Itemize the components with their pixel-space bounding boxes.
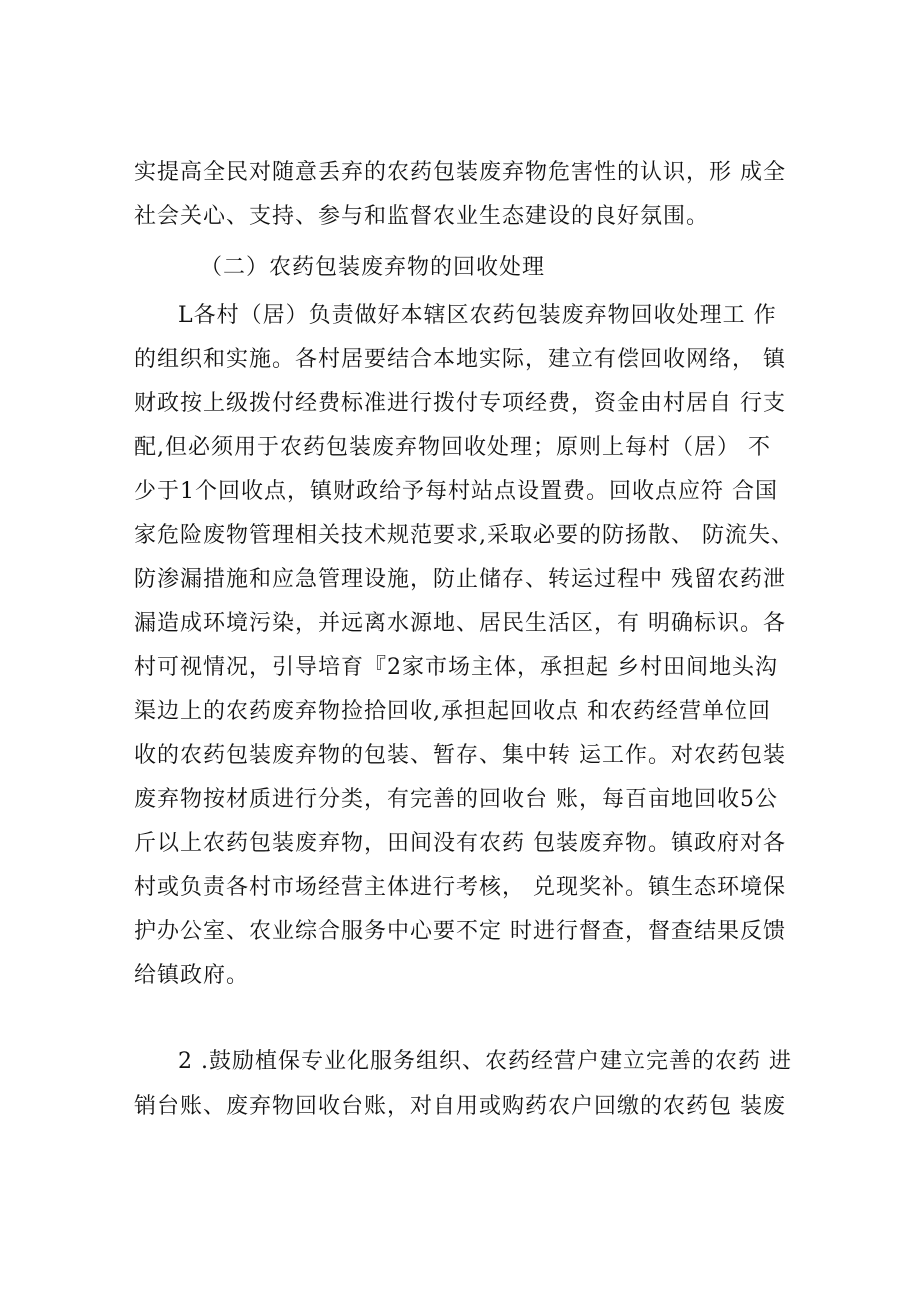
paragraph-line: 配,但必须用于农药包装废弃物回收处理；原则上每村（居） 不 xyxy=(134,435,771,460)
paragraph-line: 给镇政府。 xyxy=(134,963,250,988)
paragraph-line: 财政按上级拨付经费标准进行拨付专项经费，资金由村居自 行支 xyxy=(134,391,786,416)
paragraph-line: 渠边上的农药废弃物捡拾回收,承担起回收点 和农药经营单位回 xyxy=(134,699,771,724)
paragraph-line: 防渗漏措施和应急管理设施，防止储存、转运过程中 残留农药泄 xyxy=(134,567,786,592)
paragraph-line: 家危险废物管理相关技术规范要求,采取必要的防扬散、 防流失、 xyxy=(134,523,794,548)
paragraph-line: 2 .鼓励植保专业化服务组织、农药经营户建立完善的农药 进 xyxy=(178,1049,792,1074)
paragraph-line: 漏造成环境污染，并远离水源地、居民生活区，有 明确标识。各 xyxy=(134,611,786,636)
paragraph-line: 斤以上农药包装废弃物，田间没有农药 包装废弃物。镇政府对各 xyxy=(134,831,786,856)
paragraph-line: 的组织和实施。各村居要结合本地实际，建立有偿回收网络， 镇 xyxy=(134,347,786,372)
section-heading: （二）农药包装废弃物的回收处理 xyxy=(200,255,546,280)
paragraph-line: 护办公室、农业综合服务中心要不定 时进行督查，督查结果反馈 xyxy=(134,919,786,944)
paragraph-line: 少于1个回收点，镇财政给予每村站点设置费。回收点应符 合国 xyxy=(134,479,778,504)
paragraph-line: 销台账、废弃物回收台账，对自用或购药农户回缴的农药包 装废 xyxy=(134,1094,786,1119)
paragraph-line: L各村（居）负责做好本辖区农药包装废弃物回收处理工 作 xyxy=(178,303,777,328)
paragraph-line: 村可视情况，引导培育『2家市场主体，承担起 乡村田间地头沟 xyxy=(134,655,778,680)
paragraph-line: 实提高全民对随意丢弃的农药包装废弃物危害性的认识，形 成全 xyxy=(134,160,786,185)
paragraph-line: 社会关心、支持、参与和监督农业生态建设的良好氛围。 xyxy=(134,204,710,229)
paragraph-line: 废弃物按材质进行分类，有完善的回收台 账，每百亩地回收5公 xyxy=(134,787,778,812)
paragraph-line: 收的农药包装废弃物的包装、暂存、集中转 运工作。对农药包装 xyxy=(134,743,786,768)
paragraph-line: 村或负责各村市场经营主体进行考核， 兑现奖补。镇生态环境保 xyxy=(134,875,786,900)
